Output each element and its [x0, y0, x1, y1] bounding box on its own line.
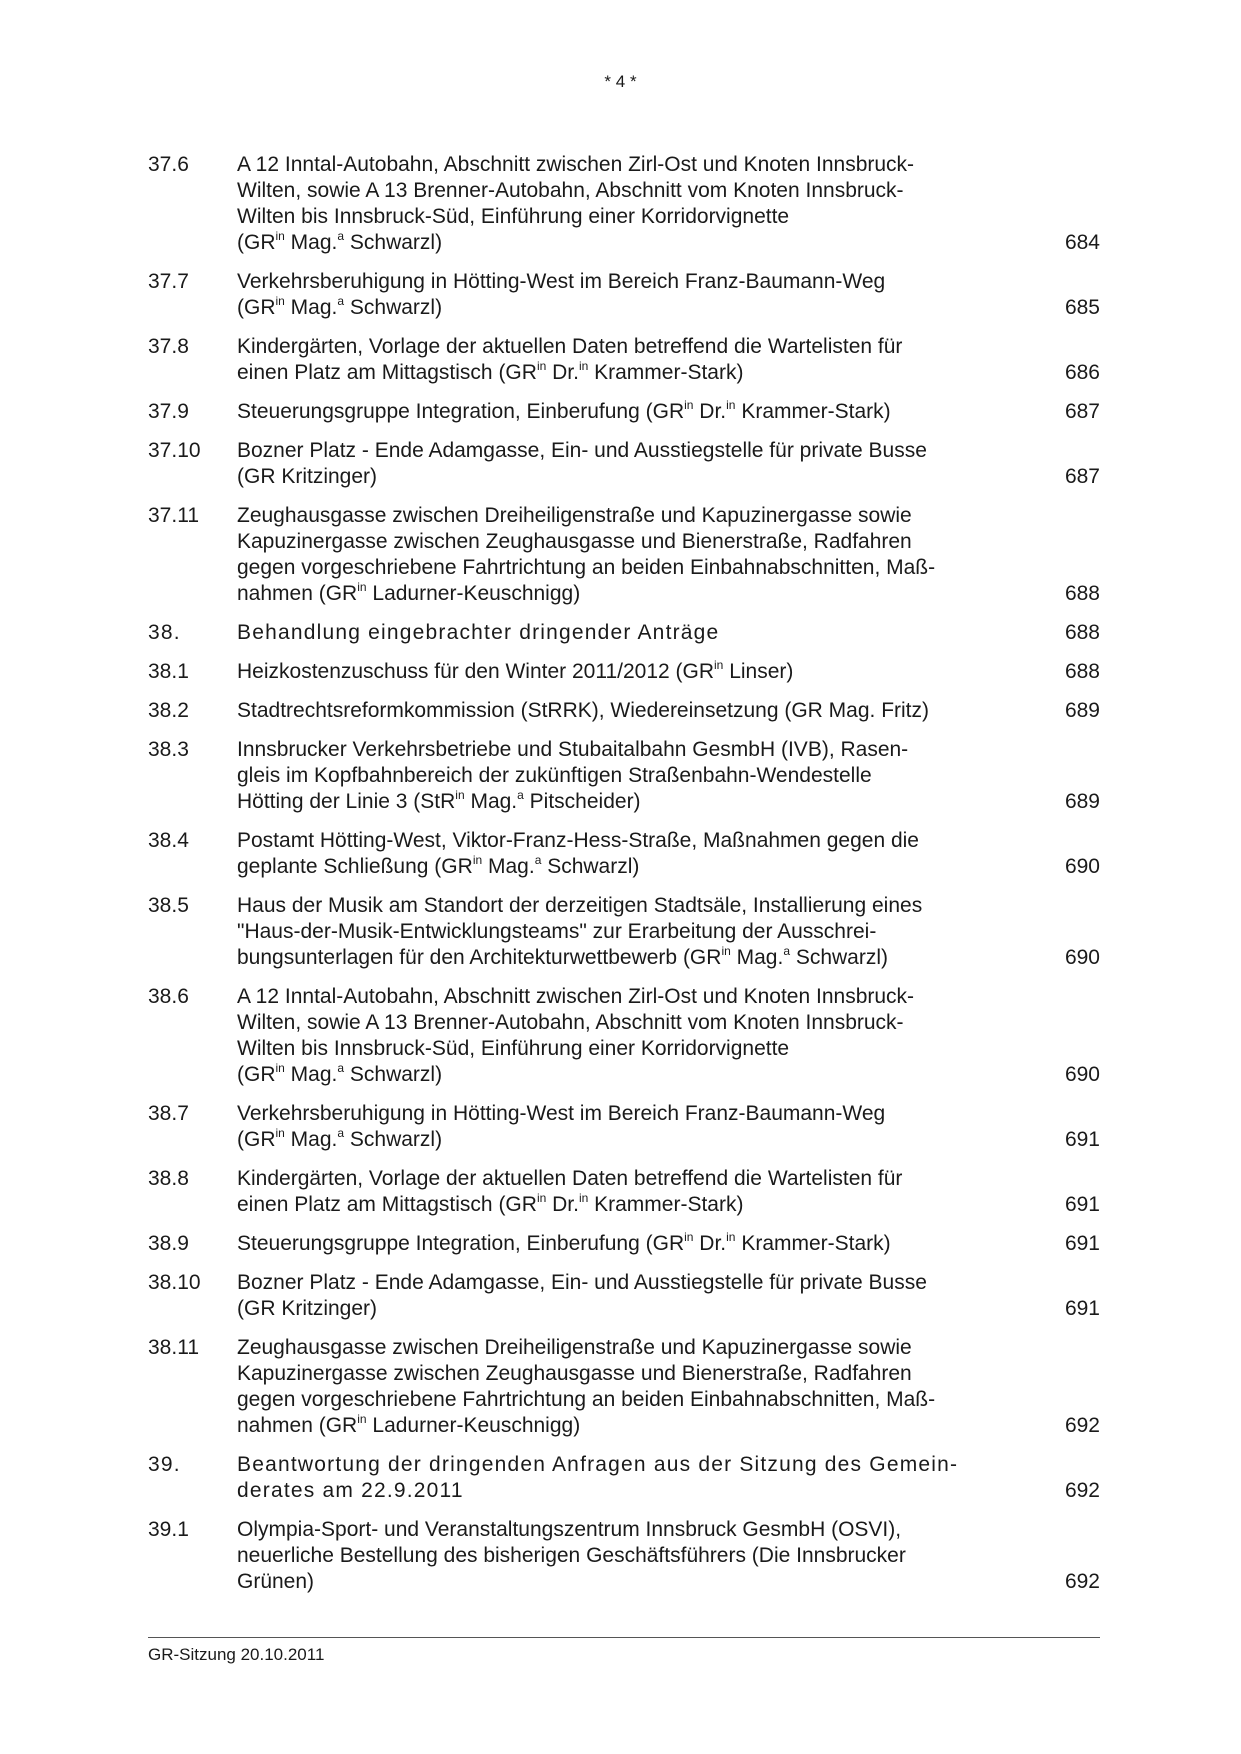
toc-title-line	[237, 503, 1017, 529]
title-text: Kapuzinergasse zwischen Zeughausgasse und Bienerstraße, Radfahren	[237, 530, 912, 553]
toc-page-number: 687	[1064, 400, 1100, 423]
toc-entry-number: 38.3	[148, 738, 189, 761]
superscript-text: a	[337, 294, 345, 308]
title-text: Kapuzinergasse zwischen Zeughausgasse und Bienerstraße, Radfahren	[237, 1362, 912, 1385]
title-text: Wilten, sowie A 13 Brenner-Autobahn, Abschnitt vom Knoten Innsbruck-	[237, 1011, 904, 1034]
toc-title-line	[237, 1543, 1017, 1569]
title-text: einen Platz am Mittagstisch (GR	[237, 361, 537, 384]
title-text: Wilten bis Innsbruck-Süd, Einführung einer Korridorvignette	[237, 1037, 790, 1060]
toc-entry-number: 38.2	[148, 699, 189, 722]
toc-page-number: 690	[1064, 1063, 1100, 1086]
superscript-text: in	[726, 1230, 736, 1244]
title-text: Verkehrsberuhigung in Hötting-West im Bereich Franz-Baumann-Weg	[237, 270, 886, 293]
superscript-text: in	[357, 1412, 367, 1426]
title-text: gleis im Kopfbahnbereich der zukünftigen Straßenbahn-Wendestelle	[237, 764, 872, 787]
toc-entry-number: 37.6	[148, 153, 189, 176]
title-text: Mag.	[730, 946, 784, 969]
toc-entry	[148, 399, 1100, 425]
superscript-text: in	[357, 580, 367, 594]
title-text: Steuerungsgruppe Integration, Einberufung (GR	[237, 400, 685, 423]
title-text: (GR Kritzinger)	[237, 465, 378, 488]
superscript-text: in	[275, 1126, 285, 1140]
title-text: Haus der Musik am Standort der derzeitigen Stadtsäle, Installierung eines	[237, 894, 923, 917]
title-text: Bozner Platz - Ende Adamgasse, Ein- und Ausstiegstelle für private Busse	[237, 1271, 927, 1294]
toc-title-line	[237, 204, 1017, 230]
toc-page-number: 691	[1064, 1193, 1100, 1216]
toc-entry-title	[237, 1270, 1017, 1322]
title-text: Schwarzl)	[541, 855, 640, 878]
toc-section-heading	[148, 620, 1100, 646]
title-text: Zeughausgasse zwischen Dreiheiligenstraße und Kapuzinergasse sowie	[237, 1336, 912, 1359]
title-text: Mag.	[284, 231, 338, 254]
toc-entry	[148, 269, 1100, 321]
toc-entry	[148, 984, 1100, 1088]
toc-page-number: 691	[1064, 1297, 1100, 1320]
title-text: (GR	[237, 296, 276, 319]
superscript-text: in	[578, 359, 589, 373]
toc-page-number: 691	[1064, 1128, 1100, 1151]
superscript-text: in	[455, 788, 465, 802]
superscript-text: in	[721, 944, 731, 958]
toc-title-line	[237, 984, 1017, 1010]
toc-entry-title	[237, 1517, 1017, 1595]
toc-page-number: 688	[1064, 582, 1100, 605]
toc-entry-number: 38.6	[148, 985, 189, 1008]
page-number: * 4 *	[604, 72, 637, 91]
toc-title-line	[237, 1062, 1017, 1088]
toc-entry	[148, 828, 1100, 880]
superscript-text: in	[472, 853, 483, 867]
toc-entry-title	[237, 620, 1017, 646]
title-text: Dr.	[693, 1232, 727, 1255]
toc-title-line	[237, 1452, 1017, 1478]
toc-page-number: 692	[1064, 1479, 1100, 1502]
toc-entry-number: 38.8	[148, 1167, 189, 1190]
toc-entry	[148, 1270, 1100, 1322]
toc-entry-title	[237, 503, 1017, 607]
superscript-text: in	[726, 398, 736, 412]
toc-entry-number: 37.8	[148, 335, 189, 358]
toc-entry	[148, 1101, 1100, 1153]
toc-title-line	[237, 581, 1017, 607]
title-text: Krammer-Stark)	[588, 361, 744, 384]
toc-title-line	[237, 269, 1017, 295]
table-of-contents	[148, 152, 1100, 1608]
toc-entry	[148, 503, 1100, 607]
toc-entry-number: 37.10	[148, 439, 201, 462]
toc-entry	[148, 1517, 1100, 1595]
toc-title-line	[237, 1569, 1017, 1595]
superscript-text: in	[684, 1230, 694, 1244]
toc-entry-title	[237, 893, 1017, 971]
superscript-text: in	[275, 294, 285, 308]
toc-title-line	[237, 529, 1017, 555]
title-text: Schwarzl)	[344, 231, 443, 254]
toc-title-line	[237, 152, 1017, 178]
title-text: geplante Schließung (GR	[237, 855, 473, 878]
toc-entry-number: 38.10	[148, 1271, 201, 1294]
title-text: A 12 Inntal-Autobahn, Abschnitt zwischen Zirl-Ost und Knoten Innsbruck-	[237, 985, 915, 1008]
title-text: Stadtrechtsreformkommission (StRRK), Wiedereinsetzung (GR Mag. Fritz)	[237, 699, 930, 722]
toc-page-number: 685	[1064, 296, 1100, 319]
toc-entry-title	[237, 698, 1017, 724]
toc-page-number: 690	[1064, 855, 1100, 878]
toc-entry	[148, 698, 1100, 724]
title-text: bungsunterlagen für den Architekturwettbewerb (GR	[237, 946, 722, 969]
superscript-text: in	[714, 658, 724, 672]
title-text: (GR	[237, 1128, 276, 1151]
toc-entry	[148, 893, 1100, 971]
title-text: Schwarzl)	[344, 1128, 443, 1151]
title-text: Linser)	[723, 660, 794, 683]
toc-title-line	[237, 789, 1017, 815]
toc-page-number: 687	[1064, 465, 1100, 488]
toc-entry-title	[237, 438, 1017, 490]
title-text: Ladurner-Keuschnigg)	[366, 582, 581, 605]
toc-entry-number: 38.5	[148, 894, 189, 917]
title-text: Krammer-Stark)	[735, 400, 891, 423]
toc-title-line	[237, 555, 1017, 581]
title-text: Verkehrsberuhigung in Hötting-West im Bereich Franz-Baumann-Weg	[237, 1102, 886, 1125]
title-text: Bozner Platz - Ende Adamgasse, Ein- und Ausstiegstelle für private Busse	[237, 439, 927, 462]
toc-title-line	[237, 1478, 1017, 1504]
toc-title-line	[237, 178, 1017, 204]
toc-title-line	[237, 828, 1017, 854]
toc-entry-number: 38.1	[148, 660, 189, 683]
toc-entry-title	[237, 152, 1017, 256]
toc-title-line	[237, 1296, 1017, 1322]
toc-title-line	[237, 1387, 1017, 1413]
toc-entry-title	[237, 737, 1017, 815]
superscript-text: a	[517, 788, 524, 802]
title-text: Hötting der Linie 3 (StR	[237, 790, 456, 813]
toc-title-line	[237, 1517, 1017, 1543]
title-text: Olympia-Sport- und Veranstaltungszentrum Innsbruck GesmbH (OSVI),	[237, 1518, 902, 1541]
toc-title-line	[237, 1192, 1017, 1218]
title-text: Dr.	[546, 1193, 579, 1216]
toc-title-line	[237, 1127, 1017, 1153]
toc-page-number: 692	[1064, 1570, 1100, 1593]
toc-entry-title	[237, 1335, 1017, 1439]
superscript-text: in	[536, 359, 547, 373]
toc-entry-number: 37.9	[148, 400, 189, 423]
toc-entry	[148, 1335, 1100, 1439]
toc-entry-title	[237, 1166, 1017, 1218]
title-text: A 12 Inntal-Autobahn, Abschnitt zwischen Zirl-Ost und Knoten Innsbruck-	[237, 153, 915, 176]
footer-session-date: GR-Sitzung 20.10.2011	[148, 1645, 325, 1664]
title-text: Mag.	[284, 296, 338, 319]
toc-title-line	[237, 1361, 1017, 1387]
title-text: Wilten, sowie A 13 Brenner-Autobahn, Abschnitt vom Knoten Innsbruck-	[237, 179, 904, 202]
title-text: Postamt Hötting-West, Viktor-Franz-Hess-Straße, Maßnahmen gegen die	[237, 829, 919, 852]
toc-title-line	[237, 737, 1017, 763]
title-text: derates am 22.9.2011	[237, 1479, 464, 1502]
toc-page-number: 691	[1064, 1232, 1100, 1255]
title-text: Mag.	[284, 1063, 338, 1086]
title-text: Kindergärten, Vorlage der aktuellen Daten betreffend die Wartelisten für	[237, 1167, 903, 1190]
toc-entry-title	[237, 269, 1017, 321]
title-text: "Haus-der-Musik-Entwicklungsteams" zur Erarbeitung der Ausschrei-	[237, 920, 877, 943]
toc-title-line	[237, 763, 1017, 789]
toc-title-line	[237, 230, 1017, 256]
title-text: Ladurner-Keuschnigg)	[366, 1414, 581, 1437]
title-text: Grünen)	[237, 1570, 315, 1593]
title-text: (GR Kritzinger)	[237, 1297, 378, 1320]
toc-entry	[148, 438, 1100, 490]
superscript-text: in	[275, 229, 285, 243]
toc-title-line	[237, 1010, 1017, 1036]
title-text: Dr.	[546, 361, 579, 384]
toc-entry-title	[237, 984, 1017, 1088]
title-text: Kindergärten, Vorlage der aktuellen Daten betreffend die Wartelisten für	[237, 335, 903, 358]
toc-title-line	[237, 1335, 1017, 1361]
toc-title-line	[237, 919, 1017, 945]
title-text: (GR	[237, 231, 276, 254]
toc-entry-number: 37.11	[148, 504, 199, 527]
toc-title-line	[237, 854, 1017, 880]
toc-title-line	[237, 1231, 1017, 1257]
toc-title-line	[237, 1413, 1017, 1439]
title-text: Mag.	[482, 855, 535, 878]
title-text: Wilten bis Innsbruck-Süd, Einführung einer Korridorvignette	[237, 205, 790, 228]
toc-entry	[148, 737, 1100, 815]
toc-entry-number: 38.9	[148, 1232, 189, 1255]
title-text: nahmen (GR	[237, 582, 358, 605]
toc-title-line	[237, 334, 1017, 360]
toc-title-line	[237, 698, 1017, 724]
title-text: nahmen (GR	[237, 1414, 358, 1437]
toc-page-number: 684	[1064, 231, 1100, 254]
toc-title-line	[237, 945, 1017, 971]
toc-entry-number: 39.	[148, 1453, 181, 1476]
toc-entry-number: 38.7	[148, 1102, 189, 1125]
toc-entry-title	[237, 1101, 1017, 1153]
toc-title-line	[237, 464, 1017, 490]
toc-title-line	[237, 1101, 1017, 1127]
toc-title-line	[237, 399, 1017, 425]
toc-section-heading	[148, 1452, 1100, 1504]
title-text: Dr.	[693, 400, 727, 423]
footer-divider	[148, 1637, 1100, 1638]
title-text: Schwarzl)	[344, 1063, 443, 1086]
title-text: Mag.	[284, 1128, 338, 1151]
title-text: Krammer-Stark)	[588, 1193, 744, 1216]
toc-page-number: 688	[1064, 621, 1100, 644]
toc-title-line	[237, 1036, 1017, 1062]
superscript-text: in	[684, 398, 694, 412]
title-text: einen Platz am Mittagstisch (GR	[237, 1193, 537, 1216]
toc-entry-number: 38.4	[148, 829, 189, 852]
title-text: Schwarzl)	[344, 296, 443, 319]
superscript-text: a	[337, 229, 345, 243]
toc-title-line	[237, 1166, 1017, 1192]
toc-entry	[148, 1231, 1100, 1257]
toc-entry-title	[237, 828, 1017, 880]
title-text: Beantwortung der dringenden Anfragen aus der Sitzung des Gemein-	[237, 1453, 959, 1476]
title-text: gegen vorgeschriebene Fahrtrichtung an beiden Einbahnabschnitten, Maß-	[237, 1388, 936, 1411]
title-text: (GR	[237, 1063, 276, 1086]
title-text: neuerliche Bestellung des bisherigen Geschäftsführers (Die Innsbrucker	[237, 1544, 906, 1567]
toc-title-line	[237, 1270, 1017, 1296]
superscript-text: a	[783, 944, 790, 958]
title-text: gegen vorgeschriebene Fahrtrichtung an beiden Einbahnabschnitten, Maß-	[237, 556, 936, 579]
title-text: Heizkostenzuschuss für den Winter 2011/2012 (GR	[237, 660, 715, 683]
title-text: Zeughausgasse zwischen Dreiheiligenstraße und Kapuzinergasse sowie	[237, 504, 912, 527]
superscript-text: a	[337, 1126, 345, 1140]
superscript-text: in	[275, 1061, 285, 1075]
toc-page-number: 690	[1064, 946, 1100, 969]
title-text: Krammer-Stark)	[735, 1232, 891, 1255]
toc-page-number: 692	[1064, 1414, 1100, 1437]
toc-title-line	[237, 893, 1017, 919]
toc-entry	[148, 152, 1100, 256]
toc-title-line	[237, 360, 1017, 386]
superscript-text: in	[536, 1191, 547, 1205]
toc-entry-title	[237, 334, 1017, 386]
superscript-text: a	[534, 853, 542, 867]
toc-page-number: 688	[1064, 660, 1100, 683]
superscript-text: a	[337, 1061, 345, 1075]
toc-entry-number: 39.1	[148, 1518, 189, 1541]
title-text: Behandlung eingebrachter dringender Anträge	[237, 621, 720, 644]
toc-title-line	[237, 620, 1017, 646]
title-text: Steuerungsgruppe Integration, Einberufung (GR	[237, 1232, 685, 1255]
toc-title-line	[237, 295, 1017, 321]
toc-entry-number: 37.7	[148, 270, 189, 293]
toc-entry-title	[237, 399, 1017, 425]
toc-entry	[148, 659, 1100, 685]
toc-entry-number: 38.	[148, 621, 181, 644]
toc-entry-title	[237, 1452, 1017, 1504]
superscript-text: in	[578, 1191, 589, 1205]
toc-entry	[148, 334, 1100, 386]
title-text: Schwarzl)	[790, 946, 889, 969]
toc-entry	[148, 1166, 1100, 1218]
toc-page-number: 689	[1064, 699, 1100, 722]
toc-entry-title	[237, 659, 1017, 685]
toc-title-line	[237, 438, 1017, 464]
toc-entry-number: 38.11	[148, 1336, 199, 1359]
toc-page-number: 689	[1064, 790, 1100, 813]
title-text: Innsbrucker Verkehrsbetriebe und Stubaitalbahn GesmbH (IVB), Rasen-	[237, 738, 909, 761]
toc-title-line	[237, 659, 1017, 685]
toc-entry-title	[237, 1231, 1017, 1257]
title-text: Mag.	[464, 790, 518, 813]
title-text: Pitscheider)	[523, 790, 641, 813]
toc-page-number: 686	[1064, 361, 1100, 384]
